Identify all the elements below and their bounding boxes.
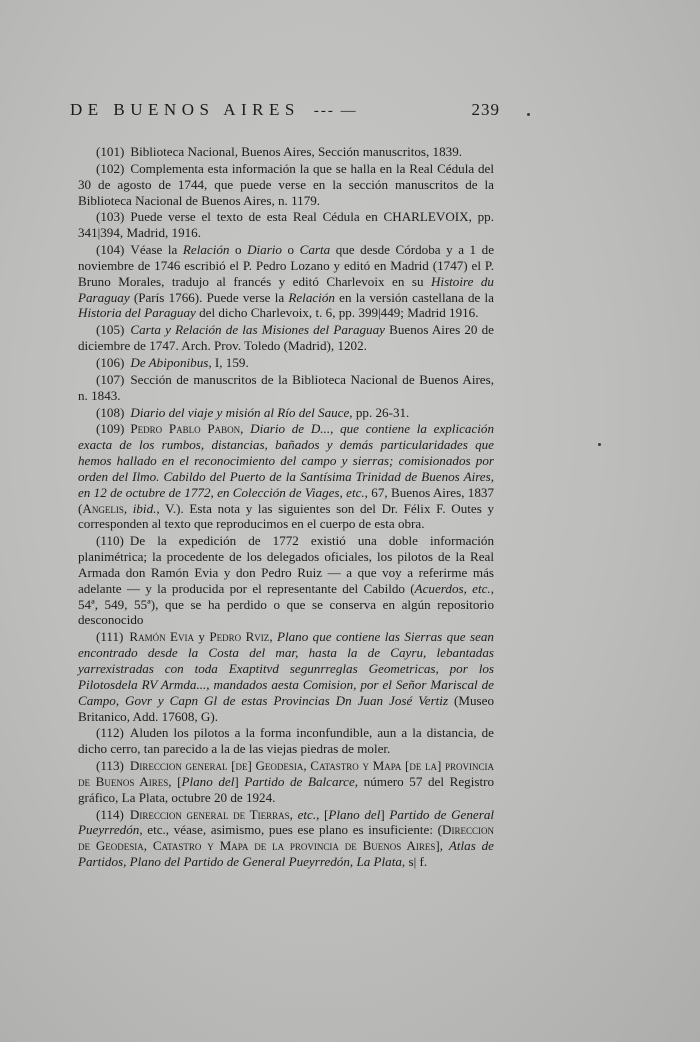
footnote-text-run: , [ — [316, 806, 329, 822]
header-separator: --- — — [313, 103, 358, 119]
footnote-text-run: , etc., véase, asimismo, pues ese plano es insuficiente: ( — [139, 822, 443, 838]
footnote-text-run: , V.). Esta nota y las siguientes son del Dr. Félix F. Outes y corresponden al texto que reproducimos en el cuerpo de esta obra. — [78, 500, 495, 532]
footnote — [78, 405, 494, 421]
footnote-text-run: Historia del Paraguay — [78, 305, 196, 321]
footnote-number: (102) — [96, 160, 125, 176]
footnote-text-run: , — [240, 421, 251, 437]
footnote — [78, 209, 494, 241]
footnote-text-run: Carta y Relación de las Misiones del Paraguay — [130, 322, 385, 338]
footnote-text-run: Direccion general [de] Geodesia, Catastro y Mapa [de la] provincia de Buenos Aires — [78, 758, 494, 789]
footnote-text-run: ] — [380, 806, 390, 822]
footnote-number: (114) — [96, 806, 124, 822]
footnote-text: Sección de manuscritos de la Biblioteca Nacional de Buenos Aires, n. 1843. — [78, 371, 494, 403]
running-title: DE BUENOS AIRES — [70, 100, 300, 119]
footnote — [78, 372, 494, 404]
footnote-text-run: , pp. 26-31. — [349, 404, 410, 420]
footnote-text: Biblioteca Nacional, Buenos Aires, Sección manuscritos, 1839. — [130, 144, 463, 159]
footnote-text-run: Diario — [247, 242, 282, 258]
footnote-text-run: Partido de Balcarce — [244, 773, 355, 789]
running-header — [70, 100, 500, 120]
footnote-text-run: Diario de D..., que contiene la explicación exacta de los rumbos, distancias, bañados y demás particularidades que hemos hallado en el reconocimiento del campo y sierras; comisionados por orden del Ilmo. Cabildo del Puerto de la Santísima Trinidad de Buenos Aires, en 12 de octubre de 1772, en Colección de Viages, etc. — [78, 421, 494, 500]
footnote-text-run: que desde Córdoba y a 1 de noviembre de 1746 escribió el P. Pedro Lozano y editó en Madrid (1747) el P. Bruno Morales, tradujo al francés y editó Charlevoix en su — [78, 242, 495, 289]
footnote-number: (106) — [96, 354, 125, 370]
footnote-text-run: , [ — [168, 773, 182, 789]
footnote-text-run: , número 57 del Registro gráfico, La Plata, octubre 20 de 1924. — [78, 773, 494, 805]
footnote-text-run: y — [194, 629, 210, 645]
footnote-number: (108) — [96, 404, 125, 420]
footnote — [78, 533, 494, 628]
footnote-text: Complementa esta información la que se halla en la Real Cédula del 30 de agosto de 1744, que puede verse en la sección manuscritos de la Biblioteca Nacional de Buenos Aires, n. 1179. — [78, 160, 494, 208]
footnote — [78, 807, 494, 870]
footnote-text-run: , — [289, 806, 298, 822]
footnote-text-run: Diario del viaje y misión al Río del Sauce — [130, 404, 350, 420]
footnote-text-run: en la versión castellana de la — [334, 289, 494, 305]
footnote-text-run: (Museo Britanico, Add. 17608, G). — [78, 692, 494, 724]
footnote-text-run: Ramón Evia — [129, 629, 195, 645]
footnote-text-run: Direccion general de Tierras — [129, 806, 290, 822]
footnote-number: (111) — [96, 629, 124, 645]
footnote-number: (104) — [96, 242, 125, 258]
footnote-text-run: Acuerdos, etc. — [414, 580, 491, 596]
footnote-text-run: Histoire du Paraguay — [78, 273, 494, 305]
footnote-number: (107) — [96, 371, 125, 387]
footnote-text-run: ], — [435, 838, 449, 854]
page-number: 239 — [471, 100, 500, 119]
footnote-text-run: Pedro Rviz — [209, 629, 270, 645]
footnote-text-run: ] — [234, 773, 245, 789]
page-speck — [527, 113, 530, 116]
footnote-text: Aluden los pilotos a la forma inconfundible, aun a la distancia, de dicho cerro, tan parecido a la de las viejas piedras de moler. — [78, 725, 494, 757]
footnote — [78, 161, 494, 209]
footnote-text-run: , — [123, 500, 133, 516]
footnote-text-run: Pedro Pablo Pabon — [130, 421, 241, 437]
footnote — [78, 421, 494, 532]
footnote-text-run: Relación — [288, 289, 335, 305]
page-speck — [598, 443, 601, 446]
footnote — [78, 322, 494, 354]
footnote-text-run: o — [281, 242, 300, 258]
footnote-text-run: , 67, Buenos Aires, 1837 ( — [78, 484, 494, 516]
footnote-text-run: , 54ª, 549, 55ª), que se ha perdido o que se conserva en algún repositorio desconocido — [78, 580, 494, 628]
footnote-text-run: Carta — [299, 242, 331, 258]
footnote — [78, 144, 494, 160]
footnote — [78, 355, 494, 371]
footnote-text: Puede verse el texto de esta Real Cédula en CHARLEVOIX, pp. 341|394, Madrid, 1916. — [78, 209, 494, 241]
footnote-text-run: , — [269, 629, 277, 645]
footnote — [78, 758, 494, 806]
footnote-text-run: etc. — [297, 806, 317, 822]
footnote-text-run: Buenos Aires 20 de diciembre de 1747. Arch. Prov. Toledo (Madrid), 1202. — [78, 322, 494, 354]
footnote-text-run: (París 1766). Puede verse la — [129, 289, 289, 305]
footnote-text-run: Partido de General Pueyrredón — [78, 806, 495, 838]
footnote — [78, 242, 494, 321]
footnote-text-run: del dicho Charlevoix, t. 6, pp. 399|449; Madrid 1916. — [195, 305, 479, 321]
footnote-text-run: Plano que contiene las Sierras que sean encontrado desde la Costa del mar, hasta la de Cayru, lebantadas yarrexistradas con toda Exaptitvd segunrreglas Geometricas, por los Pilotosdela RV Armda..., mandados aesta Comision, por el Señor Mariscal de Campo, Govr y Capn Gl de estas Provincias Dn Juan José Vertiz — [78, 629, 494, 708]
footnote-text-run: ibid. — [132, 500, 157, 516]
footnote — [78, 725, 494, 757]
footnote-number: (105) — [96, 322, 125, 338]
footnote-text-run: De la expedición de 1772 existió una doble información planimétrica; la procedente de los delegados oficiales, los pilotos de la Real Armada don Ramón Evia y don Pedro Ruiz — a que voy a referirme más adelante — y la producida por el representante del Cabildo ( — [78, 533, 494, 596]
footnote-number: (103) — [96, 209, 125, 225]
footnote-text-run: Atlas de Partidos, Plano del Partido de General Pueyrredón, La Plata — [78, 838, 494, 870]
footnote-number: (109) — [96, 421, 125, 437]
footnote — [78, 629, 494, 724]
footnote-number: (113) — [96, 758, 124, 774]
footnote-text-run: , I, 159. — [208, 354, 249, 370]
footnote-text-run: Plano del — [181, 773, 235, 789]
footnote-text-run: Direccion de Geodesia, Catastro y Mapa de la provincia de Buenos Aires — [78, 822, 494, 854]
footnote-text-run: Véase la — [130, 242, 183, 258]
footnote-number: (110) — [96, 533, 124, 549]
footnote-text-run: , s| f. — [401, 854, 428, 870]
footnote-text-run: Plano del — [328, 806, 381, 822]
footnote-text-run: De Abiponibus — [130, 354, 209, 370]
footnote-text-run: Relación — [182, 242, 230, 258]
footnotes-list — [78, 144, 494, 871]
footnote-number: (101) — [96, 144, 125, 159]
footnote-text-run: o — [229, 242, 248, 258]
footnote-text-run: Angelis — [82, 500, 124, 516]
footnote-number: (112) — [96, 725, 124, 741]
